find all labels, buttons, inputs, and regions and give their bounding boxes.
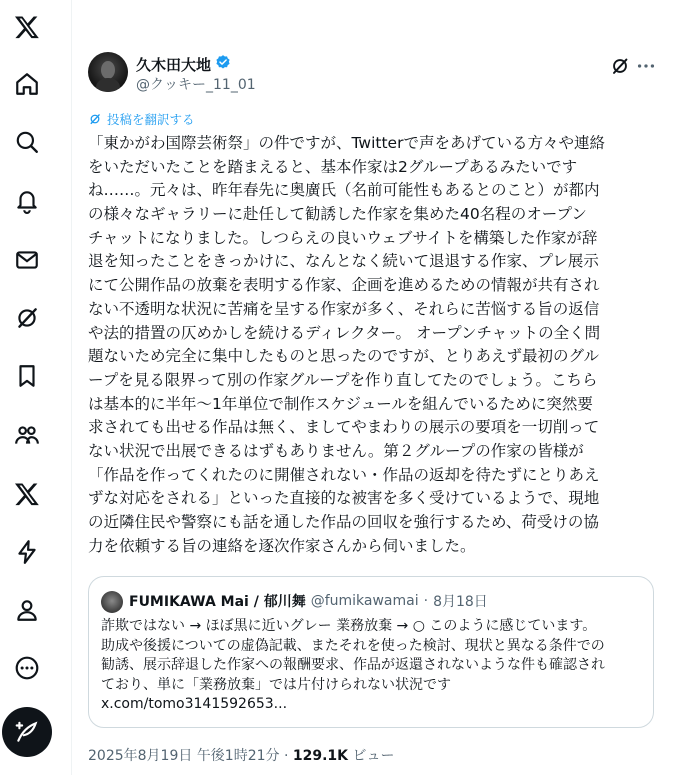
tweet-text-line: 求されても出せる作品は無く、ましてやまわりの展示の要項を一切削って xyxy=(88,418,600,437)
quoted-author-name: FUMIKAWA Mai / 郁川舞 xyxy=(129,594,306,610)
premium-icon[interactable] xyxy=(10,477,44,511)
tweet-text-line: にて公開作品の放棄を表明する作家、企画を進めるための情報が共有され xyxy=(88,276,600,295)
tweet-text-line: 「東かがわ国際芸術祭」の件ですが、Twitterで声をあげている方々や連絡 xyxy=(88,134,605,152)
verified-orgs-icon[interactable] xyxy=(10,535,44,569)
tweet-text-line: ずな対応をされる」といった直接的な被害を多く受けているようで、現地 xyxy=(88,489,600,508)
explore-icon[interactable] xyxy=(10,125,44,159)
more-options-icon[interactable] xyxy=(635,55,657,77)
tweet-detail xyxy=(72,0,670,775)
home-icon[interactable] xyxy=(10,67,44,101)
quoted-author-handle: @fumikawamai xyxy=(310,593,419,609)
meta-separator: · xyxy=(279,748,293,764)
tweet-text-line: は基本的に半年〜1年単位で制作スケジュールを組んでいるために突然要 xyxy=(88,394,593,413)
profile-icon[interactable] xyxy=(10,593,44,627)
tweet-text-line: チャットになりました。しつらえの良いウェブサイトを構築した作家が辞 xyxy=(88,228,598,247)
author-handle[interactable]: @クッキー_11_01 xyxy=(136,77,256,93)
quoted-tweet[interactable] xyxy=(88,576,654,728)
tweet-text-line: ね……。元々は、昨年春先に奥廣氏（名前可能性もあるとのこと）が都内 xyxy=(88,181,600,200)
sidebar-nav xyxy=(0,0,54,775)
views-count: 129.1K xyxy=(292,748,349,764)
communities-icon[interactable] xyxy=(10,418,44,452)
post-compose-button[interactable] xyxy=(2,707,52,757)
translate-post-link[interactable] xyxy=(88,110,195,128)
tweet-text-line: ープを見る限界って別の作家グループを作り直してたのでしょう。こちら xyxy=(88,370,598,389)
tweet-text-line: ない不透明な状況に苦痛を呈する作家が多く、それらに苦悩する旨の返信 xyxy=(88,299,600,318)
views-label: ビュー xyxy=(348,748,395,764)
quoted-text-line: 詐欺ではない → ほぼ黒に近いグレー 業務放棄 → ○ このように感じています。 xyxy=(101,618,597,634)
messages-icon[interactable] xyxy=(10,243,44,277)
quoted-separator: · xyxy=(423,593,429,609)
tweet-text-line: や法的措置の仄めかしを続けるディレクター。 オープンチャットの全く問 xyxy=(88,323,601,342)
tweet-meta xyxy=(88,745,394,765)
quoted-author-avatar xyxy=(101,591,123,613)
bookmarks-icon[interactable] xyxy=(10,359,44,393)
notifications-icon[interactable] xyxy=(10,184,44,218)
tweet-timestamp[interactable]: 2025年8月19日 午後1時21分 xyxy=(88,748,280,764)
grok-icon[interactable] xyxy=(10,301,44,335)
tweet-text-line: の近隣住民や警察にも話を通した作品の回収を強行するため、荷受けの協 xyxy=(88,513,599,531)
quoted-text-line: ており、単に「業務放棄」では片付けられない状況です xyxy=(101,676,451,693)
quoted-tweet-text xyxy=(101,617,646,715)
author-display-name[interactable]: 久木田大地 xyxy=(136,56,212,74)
tweet-text-line: 力を依頼する旨の連絡を逐次作家さんから伺いました。 xyxy=(88,536,476,555)
tweet-text-line: の様々なギャラリーに赴任して勧誘した作家を集めた40名程のオープン xyxy=(88,205,587,224)
quoted-date: 8月18日 xyxy=(433,594,488,610)
tweet-text xyxy=(88,132,656,558)
more-circle-icon[interactable] xyxy=(10,651,44,685)
tweet-text-line: 「作品を作ってくれたのに開催されない・作品の返却を待たずにとりあえ xyxy=(88,465,600,484)
x-logo-icon[interactable] xyxy=(10,10,44,44)
post-compose-icon xyxy=(14,719,40,745)
tweet-text-line: をいただいたことを踏まえると、基本作家は2グループあるみたいです xyxy=(88,157,578,176)
quoted-tweet-header xyxy=(129,591,488,611)
author-avatar[interactable] xyxy=(88,52,128,92)
translate-label: 投稿を翻訳する xyxy=(107,112,195,127)
grok-icon xyxy=(88,112,102,126)
quoted-text-line: 勧誘、展示辞退した作家への報酬要求、作品が返還されないような件も確認され xyxy=(101,657,605,674)
verified-badge-icon[interactable] xyxy=(214,54,232,72)
tweet-text-line: 退を知ったことをきっかけに、なんとなく続いて退退する作家、プレ展示 xyxy=(88,252,599,271)
quoted-text-line: 助成や後援についての虚偽記載、またそれを使った検討、現状と異なる条件での xyxy=(101,637,605,654)
tweet-text-line: 題ないため完全に集中したものと思ったのですが、とりあえず最初のグル xyxy=(88,347,600,366)
grok-icon[interactable] xyxy=(609,55,631,77)
quoted-link[interactable]: x.com/tomo3141592653... xyxy=(101,696,288,713)
tweet-text-line: ない状況で出展できるはずもありません。第２グループの作家の皆様が xyxy=(88,441,584,460)
